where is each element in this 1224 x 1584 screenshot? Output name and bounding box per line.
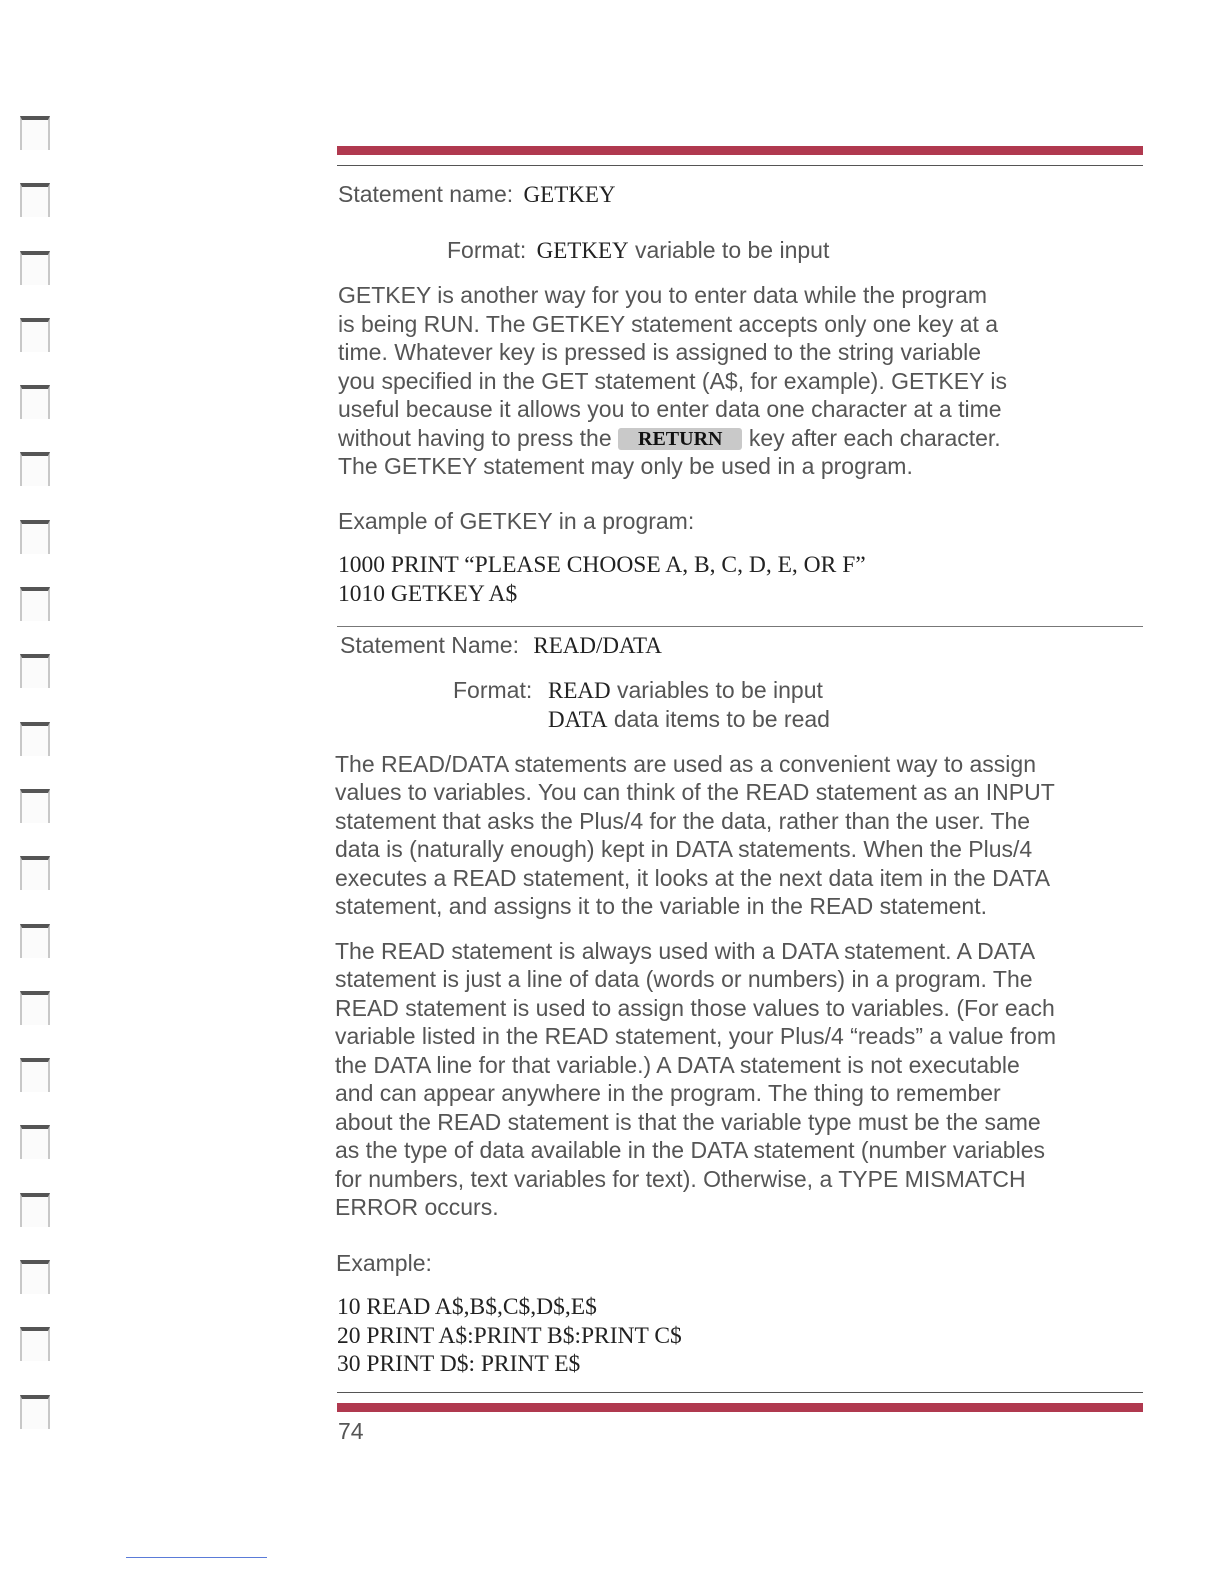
binding-hole [20,1327,50,1361]
binding-hole [20,1395,50,1429]
readdata-paragraph-2: The READ statement is always used with a DATA statement. A DATA statement is just a line of data (words or numbers) in a program. The READ statement is used to assign those values to variables. (For each variable listed in the READ statement, your Plus/4 “reads” a value from the DATA line for that variable.) A DATA statement is not executable and can appear anywhere in the program. The thing to remember about the READ statement is that the variable type must be the same as the type of data available in the DATA statement (number variables for numbers, text variables for text). Otherwise, a TYPE MISMATCH ERROR occurs. [335,937,1056,1220]
getkey-code-example: 1000 PRINT “PLEASE CHOOSE A, B, C, D, E, OR F” 1010 GETKEY A$ [338,552,866,607]
binding-hole [20,183,50,217]
return-key-label: RETURN [618,428,742,450]
binding-hole [20,587,50,621]
getkey-example-label: Example of GETKEY in a program: [338,507,695,534]
binding-hole [20,1125,50,1159]
getkey-name-value: GETKEY [523,182,616,207]
binding-hole [20,520,50,554]
readdata-format: Format: READ variables to be input DATA data items to be read [453,676,830,732]
section-divider [337,626,1143,627]
readdata-paragraph-1: The READ/DATA statements are used as a convenient way to assign values to variables. You can think of the READ statement as an INPUT statement that asks the Plus/4 for the data, rather than the user. The data is (naturally enough) kept in DATA statements. When the Plus/4 executes a READ statement, it looks at the next data item in the DATA statement, and assigns it to the variable in the READ statement. [335,750,1055,919]
top-thin-rule [337,165,1143,166]
binding-hole [20,1058,50,1092]
binding-hole [20,116,50,150]
readdata-example-label: Example: [336,1249,432,1276]
getkey-statement-name: Statement name: GETKEY [338,181,616,207]
binding-hole [20,251,50,285]
binding-hole [20,654,50,688]
top-heavy-rule [337,146,1143,155]
manual-page [337,146,1143,1445]
binding-hole [20,1193,50,1227]
getkey-format: Format: GETKEY variable to be input [447,236,830,263]
readdata-name-value: READ/DATA [533,633,662,658]
bottom-thin-rule [337,1392,1143,1393]
binding-hole [20,924,50,958]
bottom-heavy-rule [337,1403,1143,1412]
binding-hole [20,385,50,419]
binding-hole [20,1260,50,1294]
binding-hole [20,452,50,486]
bottom-scan-line [126,1557,267,1558]
binding-hole [20,991,50,1025]
page-number: 74 [338,1417,364,1444]
getkey-description: GETKEY is another way for you to enter data while the program is being RUN. The GETKEY statement accepts only one key at a time. Whatever key is pressed is assigned to the string variable you specified in the GET statement (A$, for example). GETKEY is useful because it allows you to enter data one character at a time without having to press the RETURN key after each character. The GETKEY statement may only be used in a program. [338,282,1007,479]
binding-hole [20,318,50,352]
readdata-statement-name: Statement Name: READ/DATA [340,632,662,658]
binding-hole [20,722,50,756]
readdata-code-example: 10 READ A$,B$,C$,D$,E$ 20 PRINT A$:PRINT B$:PRINT C$ 30 PRINT D$: PRINT E$ [337,1294,682,1377]
binding-hole [20,856,50,890]
spiral-binding [20,116,54,1462]
binding-hole [20,789,50,823]
